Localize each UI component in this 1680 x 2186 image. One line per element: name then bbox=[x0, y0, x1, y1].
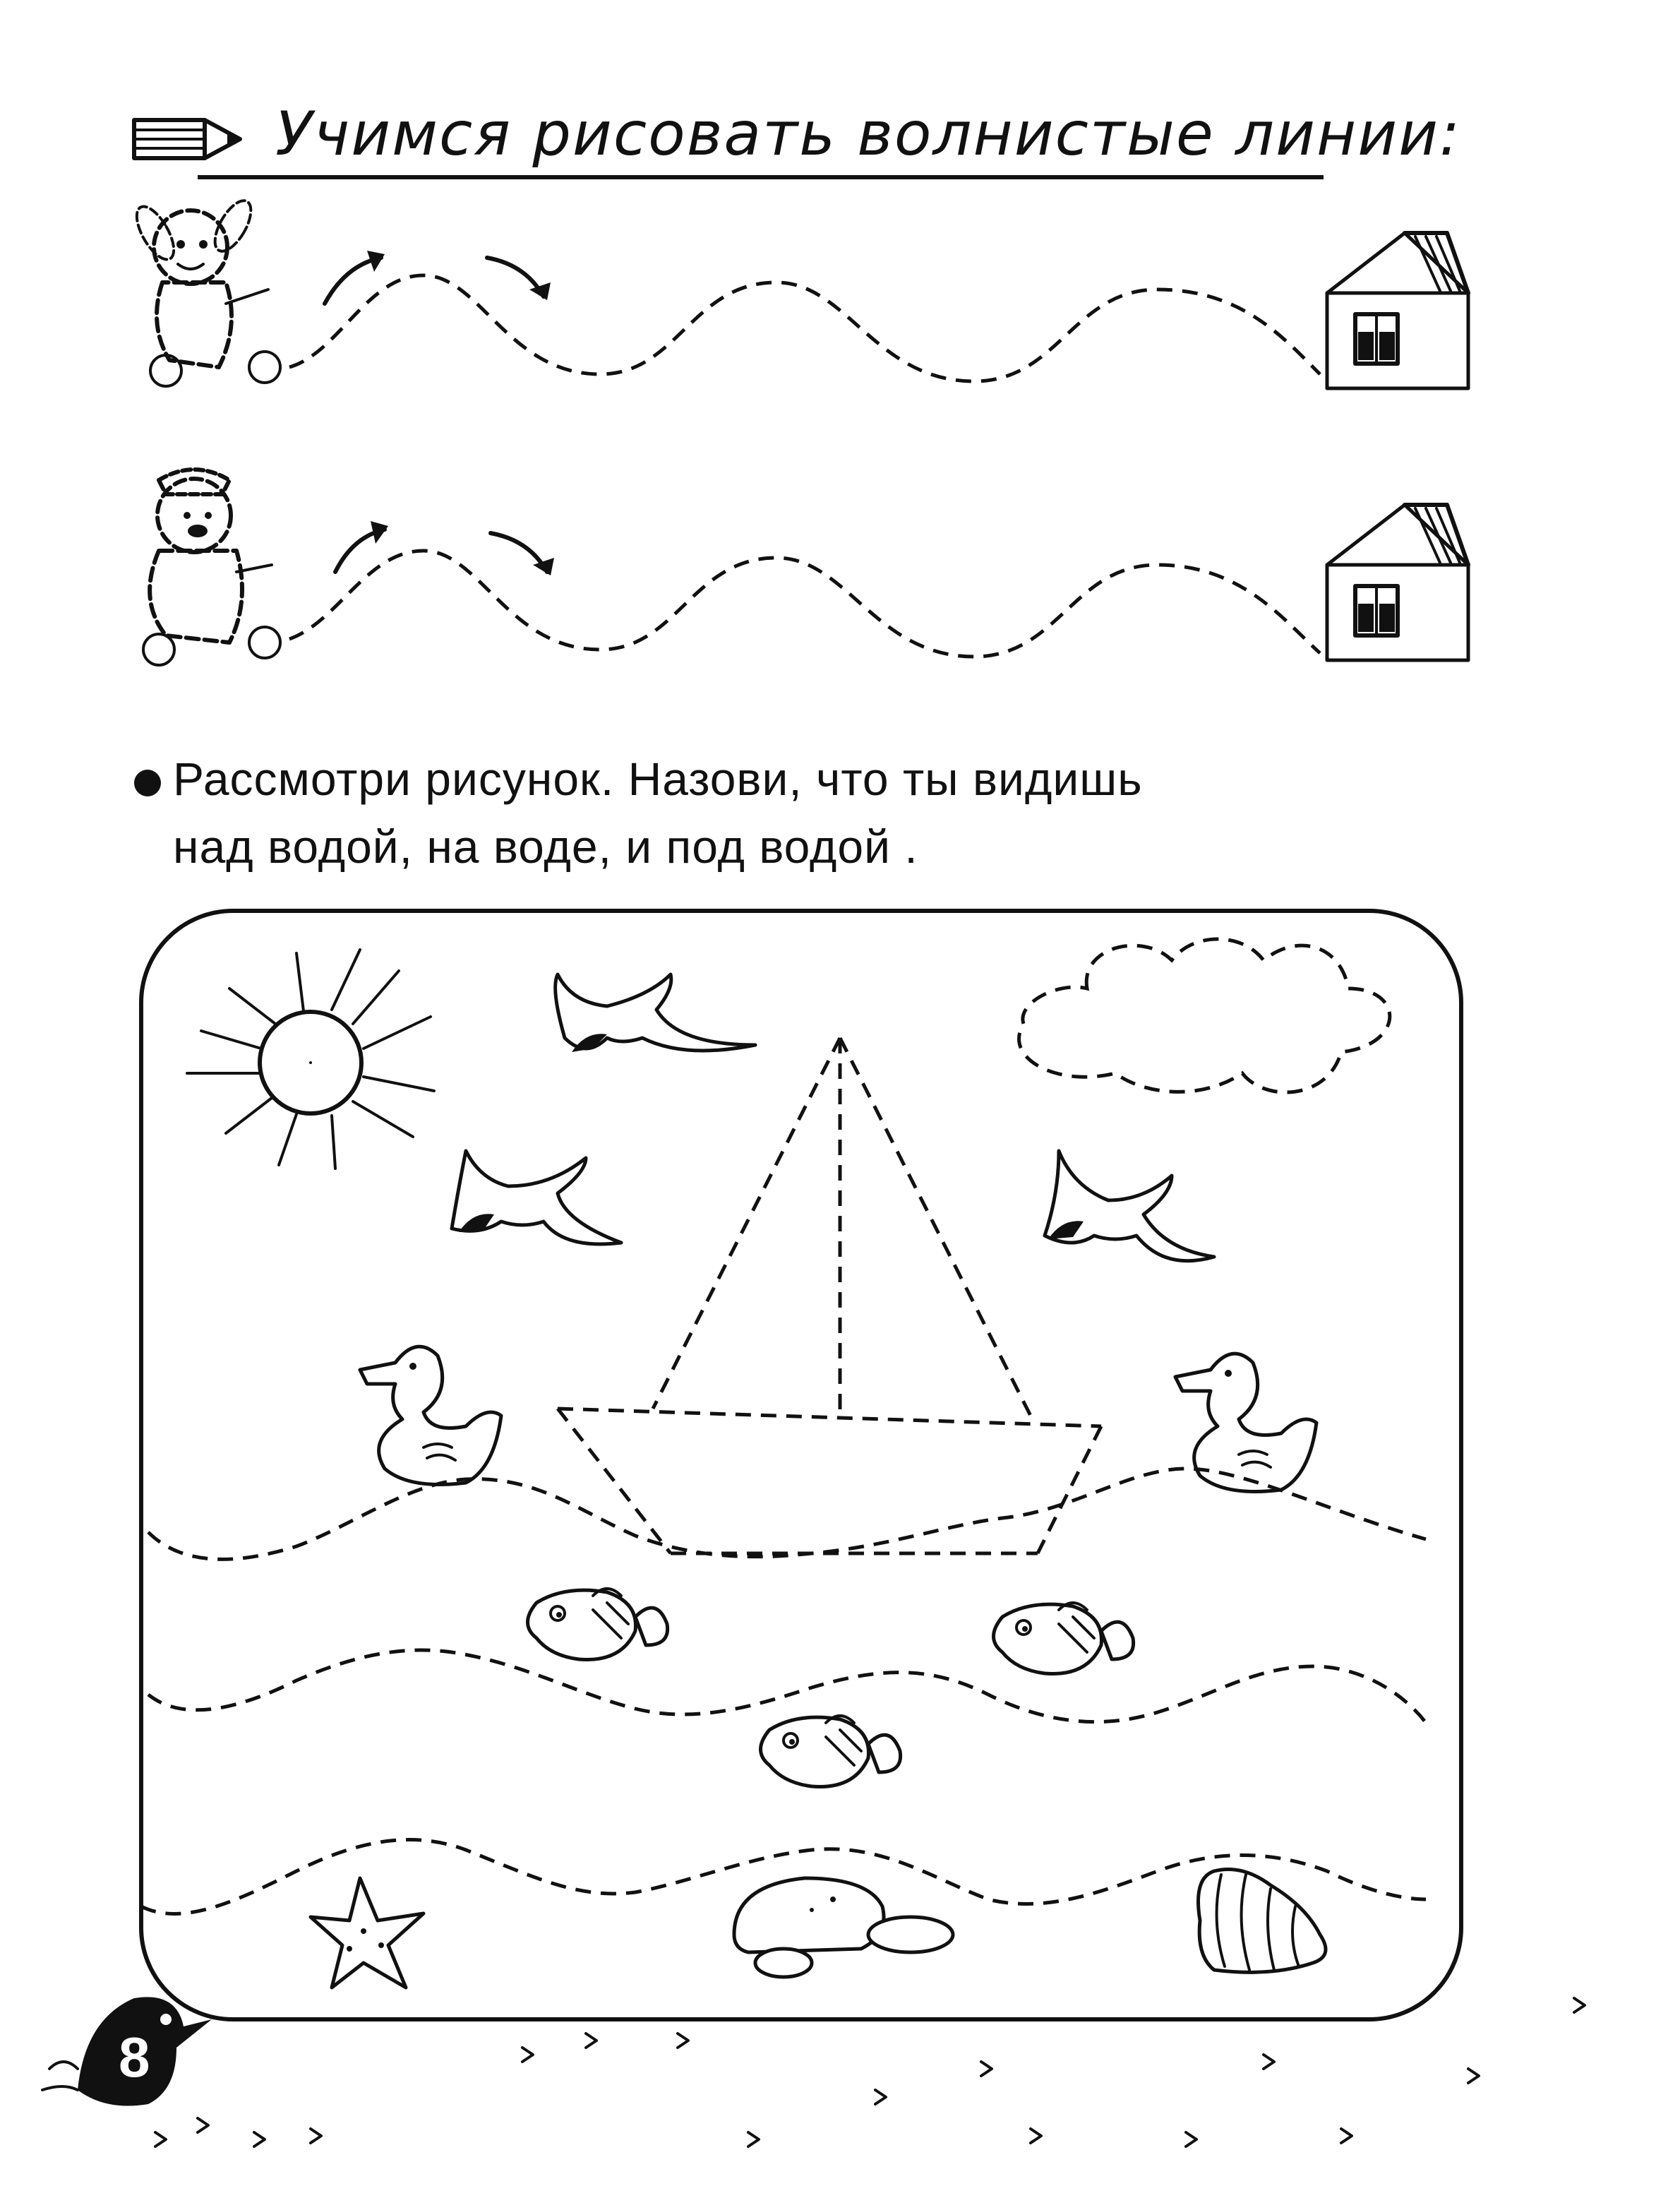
arrow-icon bbox=[487, 258, 551, 300]
sun-icon bbox=[187, 950, 434, 1169]
arrow-icon bbox=[491, 533, 554, 575]
wavy-trace-line-2[interactable] bbox=[289, 551, 1320, 657]
sailboat-icon[interactable] bbox=[558, 1038, 1101, 1553]
page-number: 8 bbox=[119, 2026, 150, 2089]
house-icon bbox=[1327, 233, 1468, 388]
wavy-trace-line-1[interactable] bbox=[289, 275, 1320, 381]
fish-icon bbox=[994, 1603, 1134, 1674]
title-underline bbox=[198, 175, 1324, 179]
seashell-icon bbox=[1199, 1870, 1326, 1973]
duck-icon bbox=[360, 1346, 501, 1484]
task-instruction bbox=[173, 745, 1143, 880]
fish-icon bbox=[761, 1716, 901, 1787]
instruction-line-1: Рассмотри рисунок. Назови, что ты видишь bbox=[173, 753, 1143, 805]
page-title: Учимся рисовать волнистые линии: bbox=[275, 99, 1461, 169]
seagull-icon bbox=[556, 974, 755, 1052]
house-icon bbox=[1327, 505, 1468, 660]
duck-icon bbox=[1175, 1354, 1316, 1491]
seagull-icon bbox=[1045, 1151, 1214, 1261]
starfish-icon bbox=[311, 1878, 424, 1988]
pencil-icon bbox=[134, 120, 240, 158]
bear-on-bicycle-icon bbox=[143, 470, 280, 665]
stones-icon bbox=[734, 1878, 953, 1977]
cloud-icon[interactable] bbox=[1019, 939, 1390, 1092]
arrow-icon bbox=[335, 521, 388, 572]
seagull-icon bbox=[452, 1151, 621, 1244]
fish-icon bbox=[528, 1589, 668, 1660]
bunny-on-bicycle-icon bbox=[129, 195, 280, 386]
wave-trace-line-middle[interactable] bbox=[148, 1650, 1426, 1723]
instruction-line-2: над водой, на воде, и под водой . bbox=[173, 820, 918, 873]
bullet-icon bbox=[134, 770, 161, 796]
